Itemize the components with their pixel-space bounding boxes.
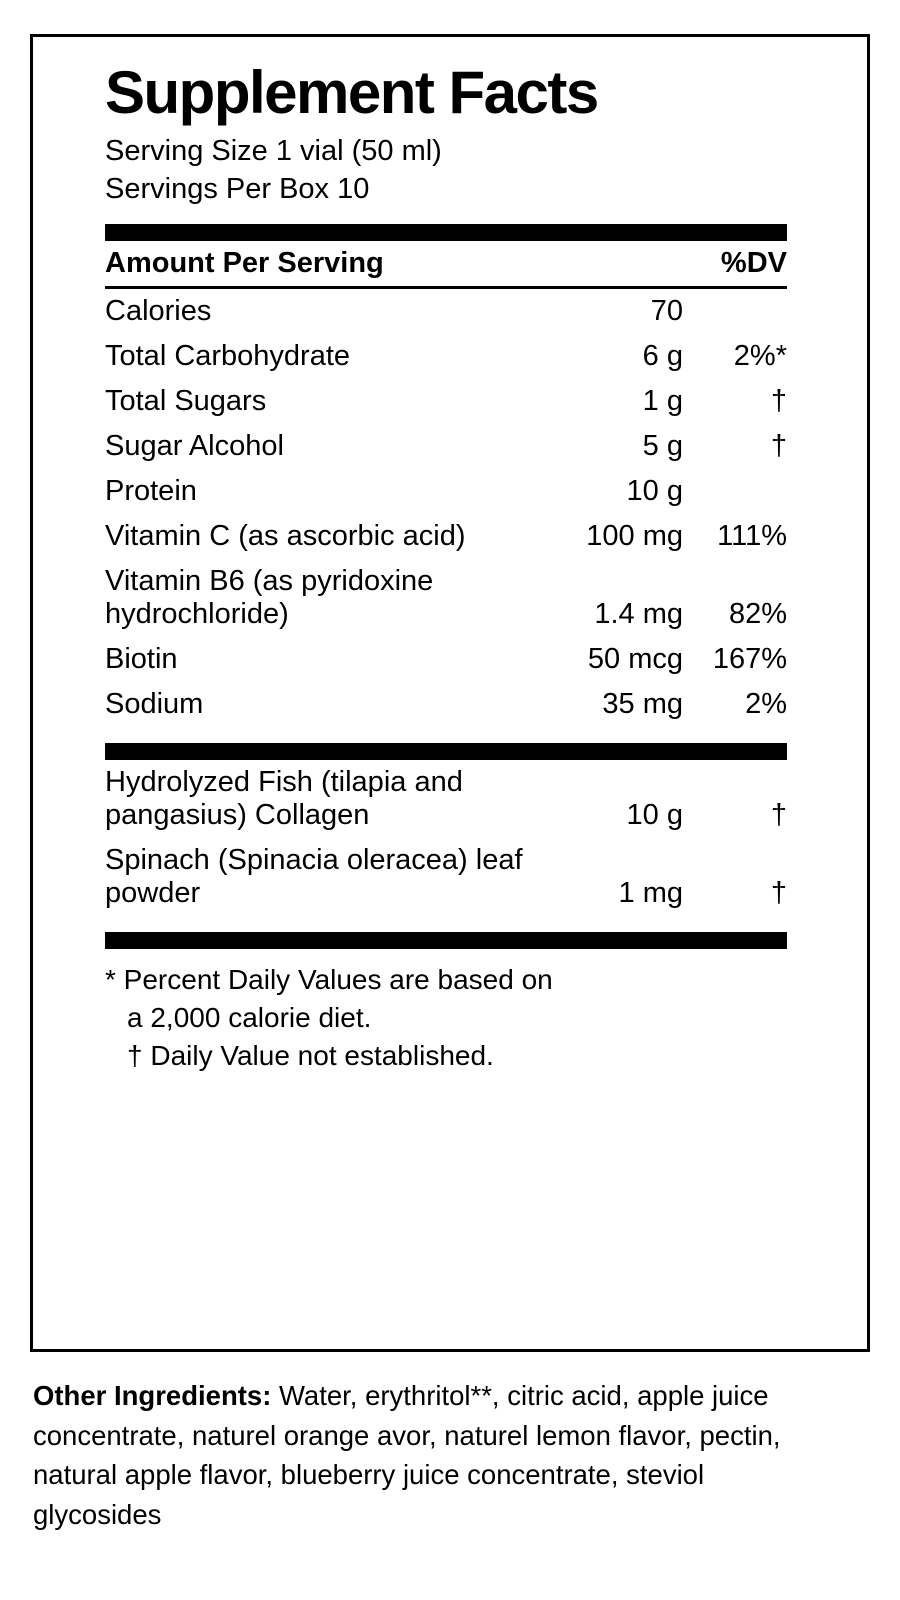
footnote-dv-basis-line1: * Percent Daily Values are based on: [105, 964, 553, 996]
row-dv: [683, 469, 787, 514]
row-dv: 167%: [712, 643, 787, 676]
divider-thick-bottom: [105, 932, 787, 949]
row-amount: 100 mg: [586, 520, 683, 553]
row-dv: 2%: [745, 688, 787, 721]
footnote-dagger: † Daily Value not established.: [127, 1040, 494, 1072]
table-row: [105, 289, 787, 334]
row-name: Vitamin C (as ascorbic acid): [105, 520, 466, 553]
blend-table: [105, 760, 787, 916]
table-header-row: [105, 241, 787, 286]
header-dv: %DV: [720, 247, 787, 280]
row-dv: 111%: [717, 520, 787, 553]
row-amount: 70: [650, 295, 683, 328]
row-amount: 6 g: [642, 340, 683, 373]
row-amount: 10 g: [626, 799, 683, 832]
row-name: Protein: [105, 475, 197, 508]
row-dv: †: [770, 877, 787, 910]
row-name: Spinach (Spinacia oleracea) leaf powder: [105, 844, 523, 910]
table-row: [105, 514, 787, 559]
row-amount: 10 g: [626, 475, 683, 508]
row-name: Calories: [105, 295, 212, 328]
row-name: Sodium: [105, 688, 204, 721]
divider-thick-top: [105, 224, 787, 241]
row-dv: 2%*: [733, 340, 787, 373]
row-amount: 5 g: [642, 430, 683, 463]
table-row: [105, 334, 787, 379]
header-amount-per-serving: Amount Per Serving: [105, 247, 384, 280]
other-ingredients: [33, 1376, 833, 1534]
row-amount: 35 mg: [602, 688, 683, 721]
servings-per-box: Servings Per Box 10: [105, 173, 370, 206]
table-row: [105, 760, 787, 838]
row-amount: 1.4 mg: [594, 598, 683, 631]
row-dv: †: [770, 799, 787, 832]
table-row: [105, 379, 787, 424]
supplement-facts-panel: [30, 34, 870, 1352]
row-dv: [683, 289, 787, 334]
footnotes: [105, 961, 787, 1075]
header-amount-spacer: [586, 241, 683, 286]
table-row: [105, 559, 787, 637]
table-row: [105, 838, 787, 916]
row-name: Hydrolyzed Fish (tilapia and pangasius) Collagen: [105, 766, 463, 832]
other-ingredients-label: Other Ingredients:: [33, 1380, 272, 1411]
row-dv: 82%: [728, 598, 787, 631]
row-name: Total Sugars: [105, 385, 267, 418]
row-name: Sugar Alcohol: [105, 430, 284, 463]
row-name: Biotin: [105, 643, 178, 676]
footnote-dv-basis-line2: a 2,000 calorie diet.: [127, 1002, 372, 1034]
row-name: Vitamin B6 (as pyridoxine hydrochloride): [105, 565, 434, 631]
divider-thick-middle: [105, 743, 787, 760]
row-amount: 1 g: [642, 385, 683, 418]
other-ingredients-text: Water, erythritol**, citric acid, apple juice concentrate, naturel orange avor, naturel lemon flavor, pectin, natural apple flavor, blueberry juice concentrate, steviol glycosides: [33, 1380, 781, 1530]
row-amount: 1 mg: [618, 877, 683, 910]
row-dv: †: [770, 385, 787, 418]
row-amount: 50 mcg: [587, 643, 683, 676]
supplement-facts-content: [105, 61, 787, 1076]
row-dv: †: [770, 430, 787, 463]
page-title: Supplement Facts: [105, 59, 598, 126]
table-row: [105, 682, 787, 727]
row-name: Total Carbohydrate: [105, 340, 351, 373]
table-row: [105, 469, 787, 514]
serving-size: Serving Size 1 vial (50 ml): [105, 134, 442, 167]
table-row: [105, 424, 787, 469]
nutrition-table: [105, 241, 787, 727]
table-row: [105, 637, 787, 682]
